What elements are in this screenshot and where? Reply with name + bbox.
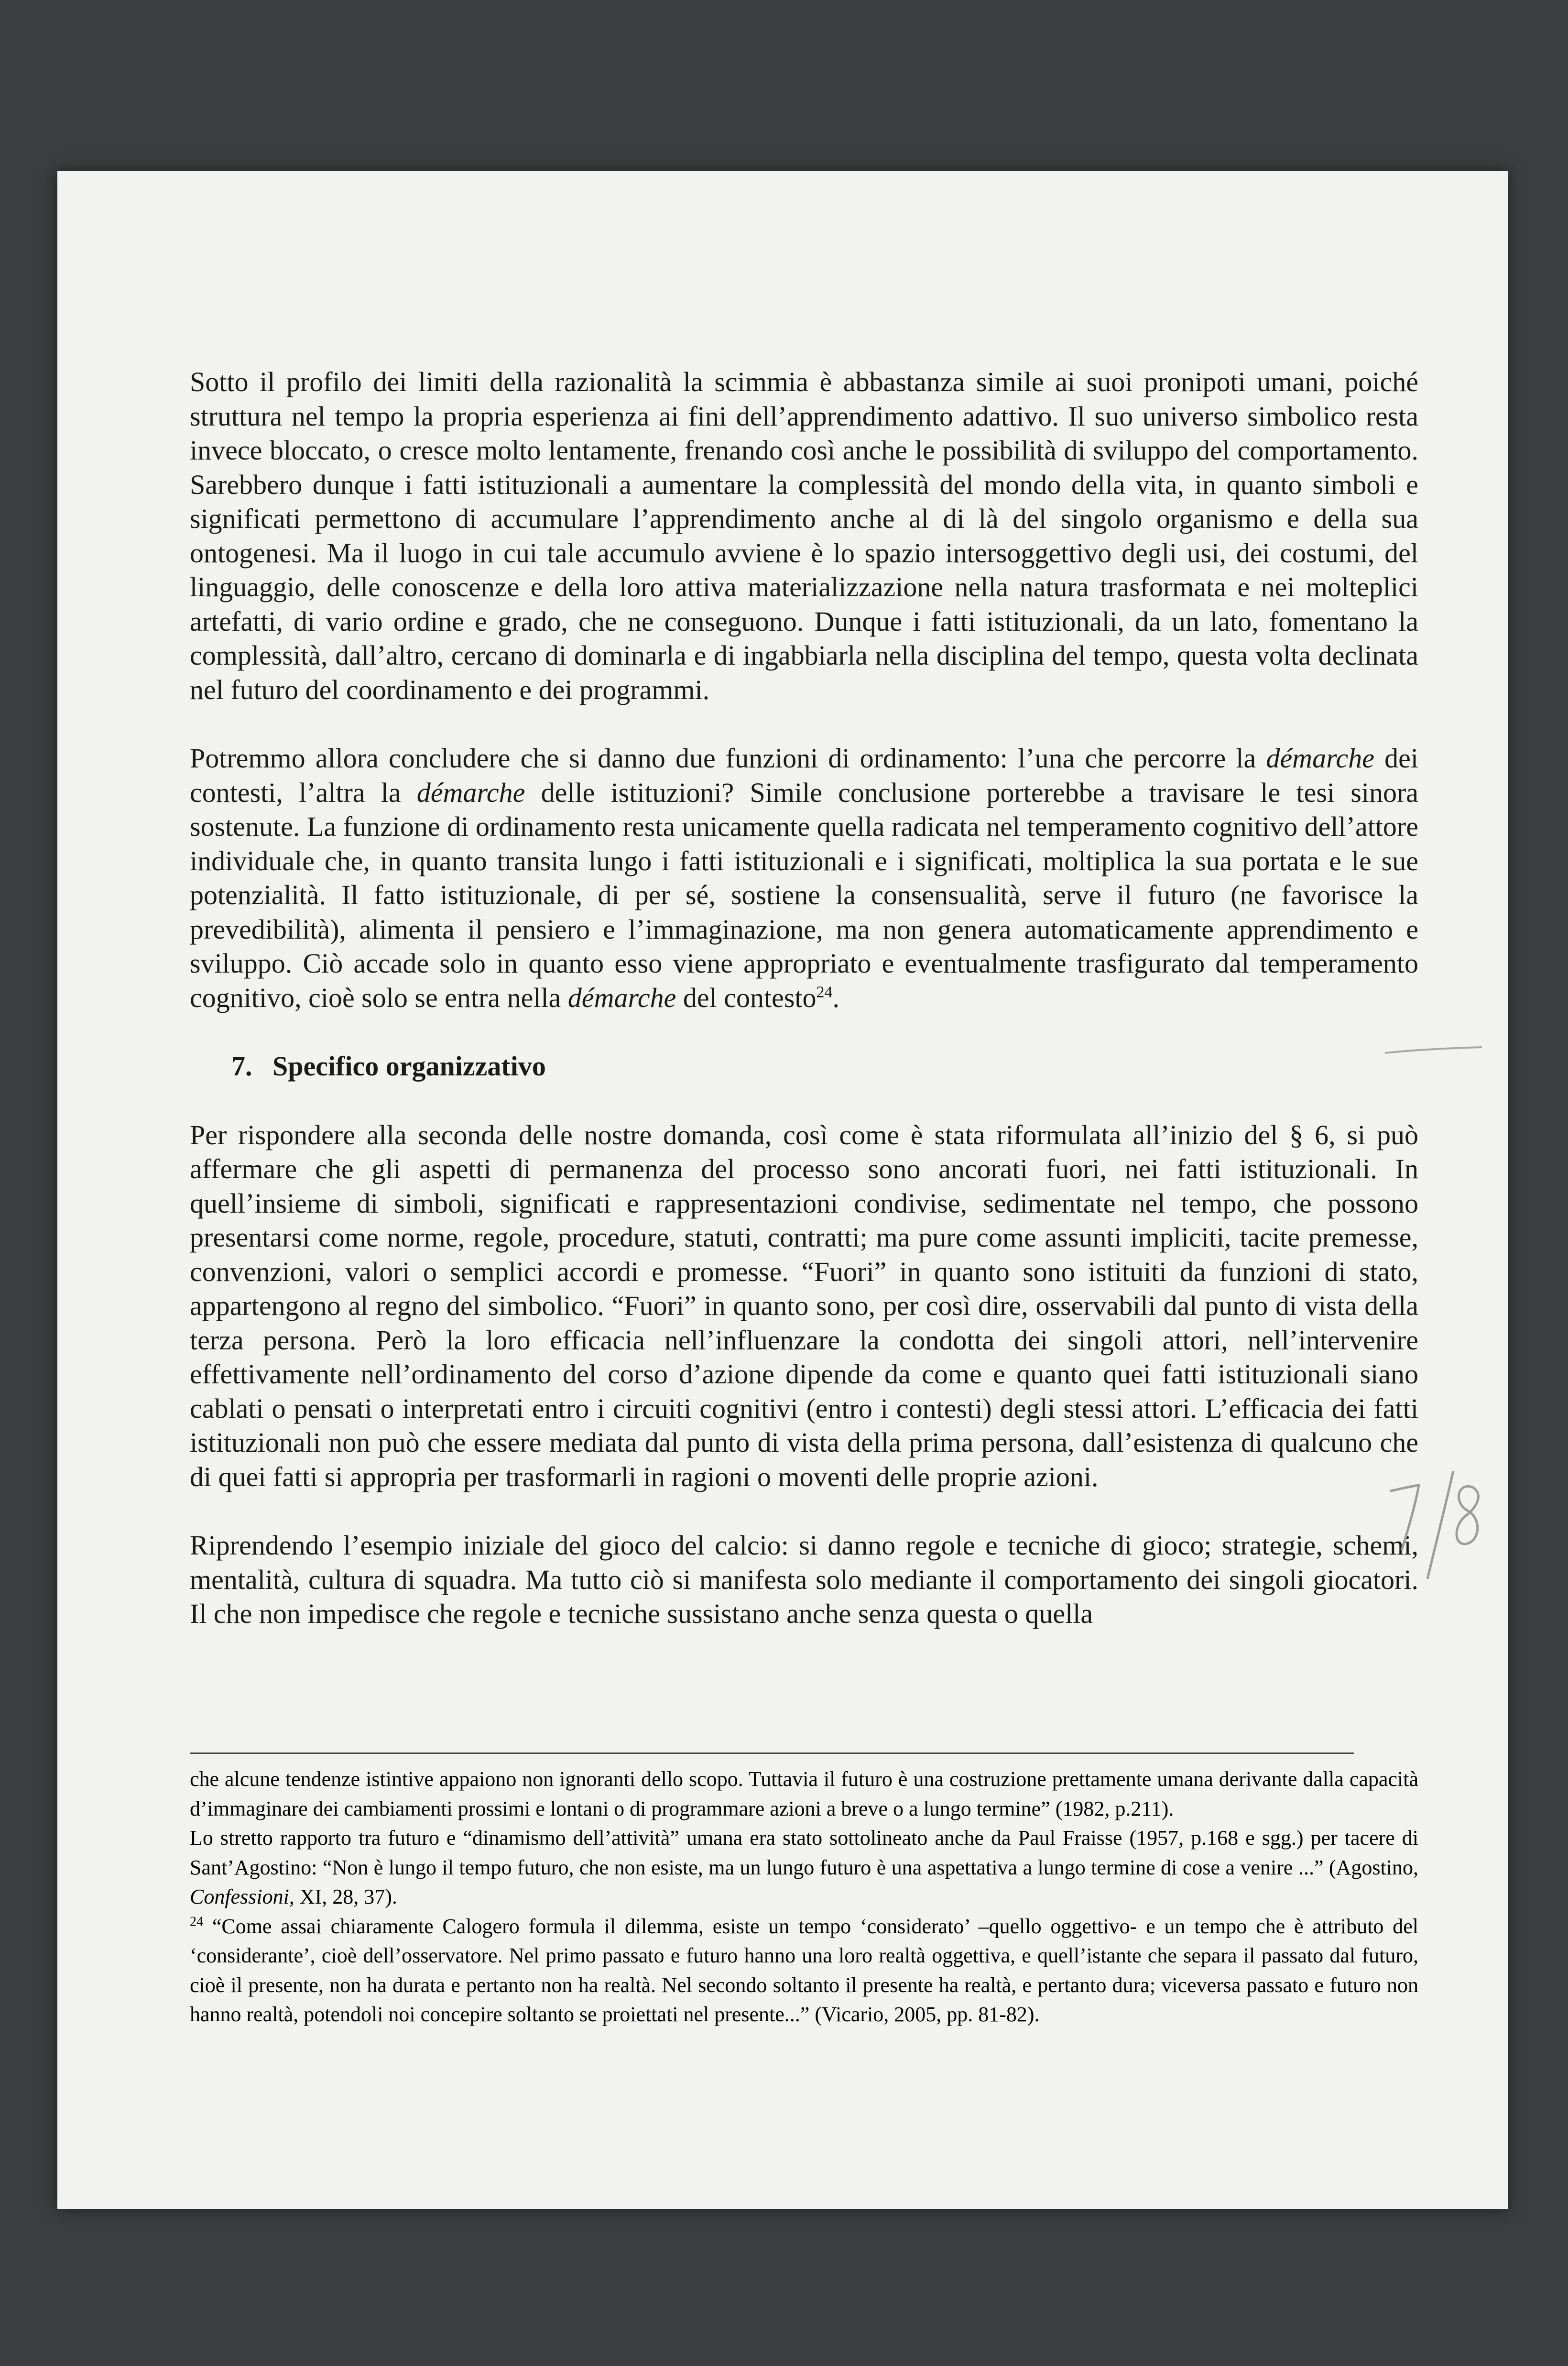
italic-text: démarche bbox=[1266, 743, 1374, 774]
footnote bbox=[190, 1764, 1418, 1823]
text-run: Lo stretto rapporto tra futuro e “dinamismo dell’attività” umana era stato sottolineato anche da Paul Fraisse (1957, p.168 e sgg.) per tacere di Sant’Agostino: “Non è lungo il tempo futuro, che non esiste, ma un lungo futuro è una aspettativa a lungo termine di cose a venire ...” (Agostino, bbox=[190, 1826, 1418, 1879]
italic-text: démarche bbox=[567, 982, 676, 1013]
section-heading bbox=[231, 1049, 1418, 1084]
footnote bbox=[190, 1912, 1418, 2029]
margin-handwritten-note bbox=[1382, 1468, 1496, 1583]
section-number: 7. bbox=[231, 1051, 252, 1082]
body-paragraph bbox=[190, 1528, 1418, 1631]
text-run: Per rispondere alla seconda delle nostre domanda, così come è stata riformulata all’inizio del § 6, si può affermare che gli aspetti di permanenza del processo sono ancorati fuori, nei fatti istituzionali. In quell’insieme di simboli, significati e rappresentazioni condivise, sedimentate nel tempo, che possono presentarsi come norme, regole, procedure, statuti, contratti; ma pure come assunti impliciti, tacite premesse, convenzioni, valori o semplici accordi e promesse. “Fuori” in quanto sono istituiti da funzioni di stato, appartengono al regno del simbolico. “Fuori” in quanto sono, per così dire, osservabili dal punto di vista della terza persona. Però la loro efficacia nell’influenzare la condotta dei singoli attori, nell’intervenire effettivamente nell’ordinamento del corso d’azione dipende da come e quanto quei fatti istituzionali siano cablati o pensati o interpretati entro i circuiti cognitivi (entro i contesti) degli stessi attori. L’efficacia dei fatti istituzionali non può che essere mediata dal punto di vista della prima persona, dall’esistenza di qualcuno che di quei fatti si appropria per trasformarli in ragioni o moventi delle proprie azioni. bbox=[190, 1119, 1418, 1492]
text-run: XI, 28, 37). bbox=[294, 1885, 397, 1908]
text-run: Riprendendo l’esempio iniziale del gioco del calcio: si danno regole e tecniche di gioco; strategie, schemi, mentalità, cultura di squadra. Ma tutto ciò si manifesta solo mediante il comportamento dei singoli giocatori. Il che non impedisce che regole e tecniche sussistano anche senza questa o quella bbox=[190, 1530, 1418, 1629]
footnote-ref: 24 bbox=[816, 983, 833, 1001]
footnote-ref: 24 bbox=[190, 1914, 203, 1929]
text-run: Potremmo allora concludere che si danno due funzioni di ordinamento: l’una che percorre la bbox=[190, 743, 1266, 774]
body-paragraph bbox=[190, 365, 1418, 707]
italic-text: Confessioni, bbox=[190, 1885, 294, 1908]
handwritten-annotation-graphic bbox=[1382, 1468, 1496, 1583]
text-run: dei contesti, l’altra la bbox=[190, 743, 1419, 808]
margin-pencil-line bbox=[1384, 1042, 1484, 1057]
section-title: Specifico organizzativo bbox=[272, 1051, 546, 1082]
body-paragraph bbox=[190, 741, 1418, 1015]
footnote-separator bbox=[190, 1753, 1354, 1754]
body-paragraph bbox=[190, 1118, 1418, 1494]
page-content bbox=[190, 365, 1418, 1665]
text-run: che alcune tendenze istintive appaiono non ignoranti dello scopo. Tuttavia il futuro è una costruzione prettamente umana derivante dalla capacità d’immaginare dei cambiamenti prossimi e lontani o di programmare azioni a breve o a lungo termine” (1982, p.211). bbox=[190, 1767, 1418, 1820]
document-page bbox=[57, 171, 1508, 2209]
footnote bbox=[190, 1823, 1418, 1912]
text-run: . bbox=[832, 982, 840, 1013]
text-run: del contesto bbox=[676, 982, 817, 1013]
text-run: delle istituzioni? Simile conclusione porterebbe a travisare le tesi sinora sostenute. La funzione di ordinamento resta unicamente quella radicata nel temperamento cognitivo dell’attore individuale che, in quanto transita lungo i fatti istituzionali e i significati, moltiplica la sua portata e le sue potenzialità. Il fatto istituzionale, di per sé, sostiene la consensualità, serve il futuro (ne favorisce la prevedibilità), alimenta il pensiero e l’immaginazione, ma non genera automaticamente apprendimento e sviluppo. Ciò accade solo in quanto esso viene appropriato e eventualmente trasfigurato dal temperamento cognitivo, cioè solo se entra nella bbox=[190, 777, 1418, 1013]
italic-text: démarche bbox=[416, 777, 525, 808]
footnotes bbox=[190, 1764, 1418, 2029]
text-run: “Come assai chiaramente Calogero formula il dilemma, esiste un tempo ‘considerato’ –quello oggettivo- e un tempo che è attributo del ‘considerante’, cioè dell’osservatore. Nel primo passato e futuro hanno una loro realtà oggettiva, e quell’istante che separa il passato dal futuro, cioè il presente, non ha durata e pertanto non ha realtà. Nel secondo soltanto il presente ha realtà, e pertanto dura; viceversa passato e futuro non hanno realtà, potendoli noi concepire soltanto se proiettati nel presente...” (Vicario, 2005, pp. 81-82). bbox=[190, 1914, 1418, 2026]
text-run: Sotto il profilo dei limiti della razionalità la scimmia è abbastanza simile ai suoi pronipoti umani, poiché struttura nel tempo la propria esperienza ai fini dell’apprendimento adattivo. Il suo universo simbolico resta invece bloccato, o cresce molto lentamente, frenando così anche le possibilità di sviluppo del comportamento. Sarebbero dunque i fatti istituzionali a aumentare la complessità del mondo della vita, in quanto simboli e significati permettono di accumulare l’apprendimento anche al di là del singolo organismo e della sua ontogenesi. Ma il luogo in cui tale accumulo avviene è lo spazio intersoggettivo degli usi, dei costumi, del linguaggio, delle conoscenze e della loro attiva materializzazione nella natura trasformata e nei molteplici artefatti, di vario ordine e grado, che ne conseguono. Dunque i fatti istituzionali, da un lato, fomentano la complessità, dall’altro, cercano di dominarla e di ingabbiarla nella disciplina del tempo, questa volta declinata nel futuro del coordinamento e dei programmi. bbox=[190, 366, 1418, 705]
